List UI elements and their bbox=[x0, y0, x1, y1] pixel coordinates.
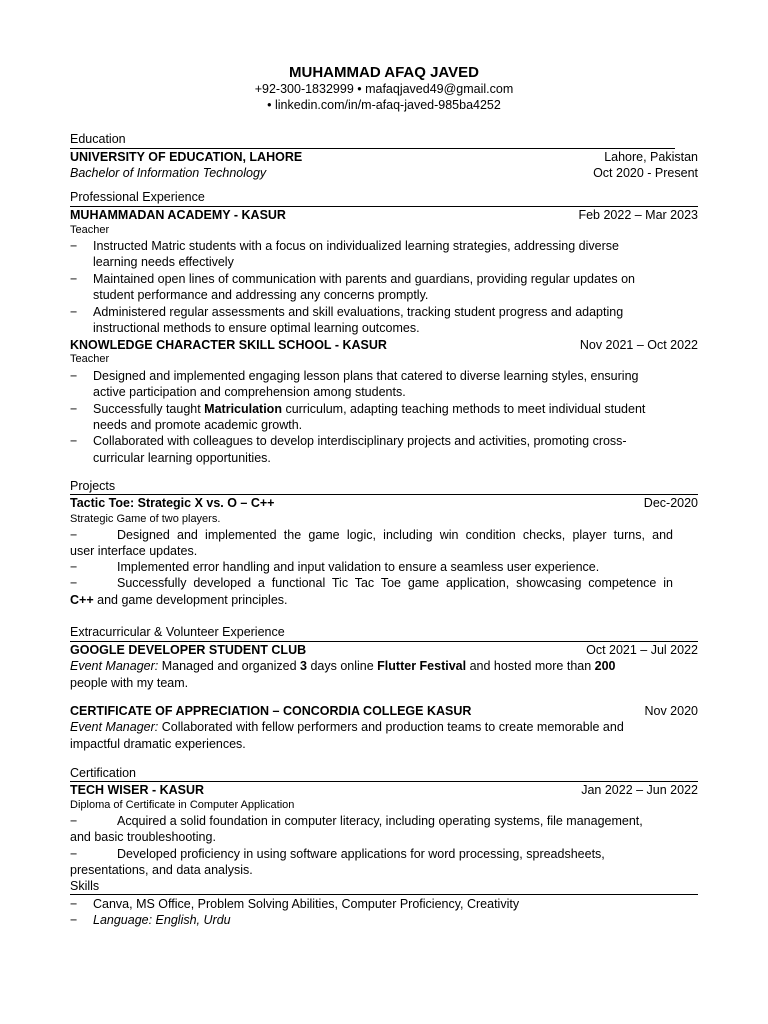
bullet-text: instructional methods to ensure optimal learning outcomes. bbox=[93, 321, 420, 335]
skills-text: Canva, MS Office, Problem Solving Abilities, Computer Proficiency, Creativity bbox=[93, 897, 520, 911]
certification-dates: Jan 2022 – Jun 2022 bbox=[581, 783, 698, 797]
bullet-dash: − bbox=[70, 272, 78, 286]
job-role: Teacher bbox=[70, 224, 110, 236]
bullet-dash: − bbox=[70, 434, 78, 448]
bullet-text: Successfully developed a functional Tic Tac Toe game application, showcasing competence in bbox=[117, 576, 673, 590]
bullet-text: active participation and comprehension among students. bbox=[93, 385, 406, 399]
bullet-text: Designed and implemented engaging lesson plans that catered to diverse learning styles, ensuring bbox=[93, 369, 639, 383]
section-rule-skills bbox=[70, 894, 698, 895]
section-heading-education: Education bbox=[70, 132, 126, 146]
project-title: Tactic Toe: Strategic X vs. O – C++ bbox=[70, 496, 275, 510]
bullet-text: student performance and addressing any concerns promptly. bbox=[93, 288, 429, 302]
skills-text: Language: English, Urdu bbox=[93, 913, 231, 927]
job-role: Teacher bbox=[70, 353, 110, 365]
bullet-text: Designed and implemented the game logic, including win condition checks, player turns, and bbox=[117, 528, 673, 542]
bullet-dash: − bbox=[70, 239, 78, 253]
bullet-text: needs and promote academic growth. bbox=[93, 418, 303, 432]
bullet-text: presentations, and data analysis. bbox=[70, 863, 253, 877]
section-rule-extracurricular bbox=[70, 641, 698, 642]
section-heading-certification: Certification bbox=[70, 766, 136, 780]
contact-line-linkedin: • linkedin.com/in/m-afaq-javed-985ba4252 bbox=[267, 98, 501, 112]
bullet-dash: − bbox=[70, 528, 78, 542]
activity-description: Event Manager: Collaborated with fellow performers and production teams to create memorable and bbox=[70, 720, 624, 734]
section-heading-skills: Skills bbox=[70, 879, 100, 893]
bullet-dash: − bbox=[70, 560, 78, 574]
activity-org: CERTIFICATE OF APPRECIATION – CONCORDIA COLLEGE KASUR bbox=[70, 704, 472, 718]
bullet-text: Administered regular assessments and skill evaluations, tracking student progress and adapting bbox=[93, 305, 624, 319]
bullet-text: Implemented error handling and input validation to ensure a seamless user experience. bbox=[117, 560, 600, 574]
section-heading-extracurricular: Extracurricular & Volunteer Experience bbox=[70, 625, 285, 639]
bullet-text: and basic troubleshooting. bbox=[70, 830, 216, 844]
bullet-text: Developed proficiency in using software applications for word processing, spreadsheets, bbox=[117, 847, 605, 861]
project-subtitle: Strategic Game of two players. bbox=[70, 513, 221, 525]
activity-description-cont: people with my team. bbox=[70, 676, 189, 690]
section-rule-education bbox=[70, 148, 675, 149]
bullet-text: Acquired a solid foundation in computer literacy, including operating systems, file management, bbox=[117, 814, 643, 828]
job-dates: Feb 2022 – Mar 2023 bbox=[578, 208, 698, 222]
bullet-text: Instructed Matric students with a focus on individualized learning strategies, addressing diverse bbox=[93, 239, 619, 253]
bullet-text: C++ and game development principles. bbox=[70, 593, 288, 607]
bullet-dash: − bbox=[70, 576, 78, 590]
education-school: UNIVERSITY OF EDUCATION, LAHORE bbox=[70, 150, 303, 164]
section-heading-projects: Projects bbox=[70, 479, 116, 493]
bullet-text: curricular learning opportunities. bbox=[93, 451, 271, 465]
candidate-name: MUHAMMAD AFAQ JAVED bbox=[289, 64, 479, 81]
project-date: Dec-2020 bbox=[643, 496, 698, 510]
activity-dates: Oct 2021 – Jul 2022 bbox=[586, 643, 698, 657]
activity-description-cont: impactful dramatic experiences. bbox=[70, 737, 246, 751]
bullet-dash: − bbox=[70, 305, 78, 319]
certification-org: TECH WISER - KASUR bbox=[70, 783, 205, 797]
section-rule-projects bbox=[70, 494, 698, 495]
bullet-dash: − bbox=[70, 369, 78, 383]
certification-subtitle: Diploma of Certificate in Computer Application bbox=[70, 799, 295, 811]
bullet-text: Collaborated with colleagues to develop interdisciplinary projects and activities, promoting cross- bbox=[93, 434, 627, 448]
job-dates: Nov 2021 – Oct 2022 bbox=[579, 338, 698, 352]
education-degree: Bachelor of Information Technology bbox=[70, 166, 267, 180]
job-org: KNOWLEDGE CHARACTER SKILL SCHOOL - KASUR bbox=[70, 338, 387, 352]
section-rule-certification bbox=[70, 781, 698, 782]
education-dates: Oct 2020 - Present bbox=[593, 166, 698, 180]
bullet-text: learning needs effectively bbox=[93, 255, 234, 269]
section-rule-experience bbox=[70, 206, 698, 207]
activity-org: GOOGLE DEVELOPER STUDENT CLUB bbox=[70, 643, 307, 657]
bullet-dash: − bbox=[70, 814, 78, 828]
bullet-text: user interface updates. bbox=[70, 544, 198, 558]
activity-dates: Nov 2020 bbox=[644, 704, 698, 718]
bullet-dash: − bbox=[70, 913, 78, 927]
bullet-text: Maintained open lines of communication with parents and guardians, providing regular updates on bbox=[93, 272, 636, 286]
education-location: Lahore, Pakistan bbox=[604, 150, 698, 164]
bullet-dash: − bbox=[70, 402, 78, 416]
activity-description: Event Manager: Managed and organized 3 days online Flutter Festival and hosted more than 200 bbox=[70, 659, 616, 673]
job-org: MUHAMMADAN ACADEMY - KASUR bbox=[70, 208, 286, 222]
section-heading-experience: Professional Experience bbox=[70, 190, 205, 204]
bullet-text: Successfully taught Matriculation curriculum, adapting teaching methods to meet individual student bbox=[93, 402, 646, 416]
bullet-dash: − bbox=[70, 897, 78, 911]
bullet-dash: − bbox=[70, 847, 78, 861]
contact-line-phone-email: +92-300-1832999 • mafaqjaved49@gmail.com bbox=[254, 82, 514, 96]
